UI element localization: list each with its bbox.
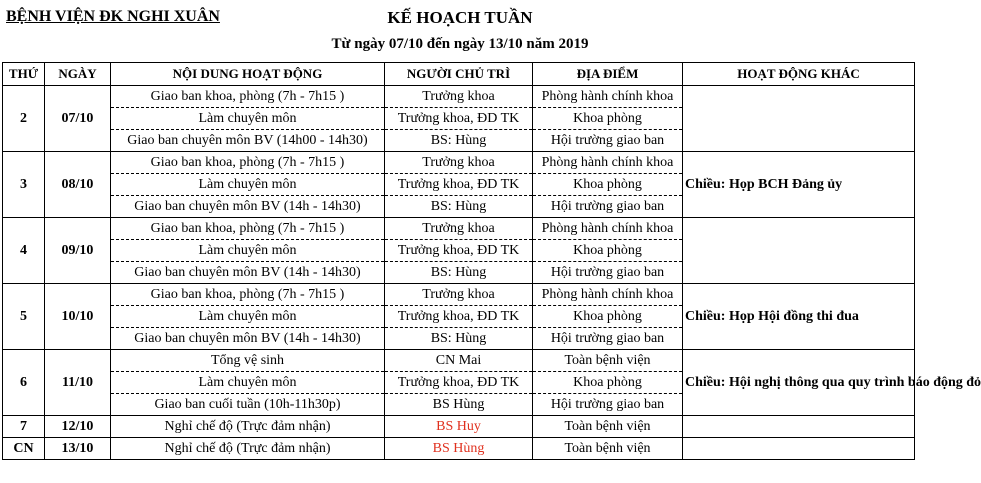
host-cell: Trưởng khoa	[385, 284, 533, 306]
table-row	[3, 152, 915, 174]
col-header-date: NGÀY	[45, 63, 111, 86]
place-cell: Phòng hành chính khoa	[533, 218, 683, 240]
place-cell: Toàn bệnh viện	[533, 350, 683, 372]
other-activity-cell	[683, 86, 915, 152]
activity-cell: Nghỉ chế độ (Trực đảm nhận)	[111, 416, 385, 438]
other-activity-cell: Chiều: Hội nghị thông qua quy trình báo động đỏ	[683, 350, 915, 416]
host-cell: BS: Hùng	[385, 196, 533, 218]
other-activity-cell	[683, 218, 915, 284]
place-cell: Khoa phòng	[533, 108, 683, 130]
host-cell: Trưởng khoa, ĐD TK	[385, 240, 533, 262]
host-cell: BS Huy	[385, 416, 533, 438]
table-row	[3, 350, 915, 372]
day-cell: 4	[3, 218, 45, 284]
activity-cell: Giao ban chuyên môn BV (14h - 14h30)	[111, 328, 385, 350]
place-cell: Hội trường giao ban	[533, 130, 683, 152]
host-cell: Trưởng khoa, ĐD TK	[385, 372, 533, 394]
activity-cell: Làm chuyên môn	[111, 240, 385, 262]
activity-cell: Giao ban chuyên môn BV (14h00 - 14h30)	[111, 130, 385, 152]
date-cell: 07/10	[45, 86, 111, 152]
host-cell: BS: Hùng	[385, 130, 533, 152]
other-activity-cell	[683, 416, 915, 438]
place-cell: Phòng hành chính khoa	[533, 86, 683, 108]
document-header	[0, 0, 916, 62]
host-cell: Trưởng khoa	[385, 218, 533, 240]
date-range: Từ ngày 07/10 đến ngày 13/10 năm 2019	[331, 36, 589, 52]
date-cell: 13/10	[45, 438, 111, 460]
activity-cell: Làm chuyên môn	[111, 108, 385, 130]
date-cell: 09/10	[45, 218, 111, 284]
col-header-place: ĐỊA ĐIỂM	[533, 63, 683, 86]
activity-cell: Làm chuyên môn	[111, 174, 385, 196]
hospital-name: BỆNH VIỆN ĐK NGHI XUÂN	[6, 8, 220, 25]
day-cell: 6	[3, 350, 45, 416]
activity-cell: Giao ban chuyên môn BV (14h - 14h30)	[111, 196, 385, 218]
host-cell: Trưởng khoa	[385, 86, 533, 108]
host-cell: CN Mai	[385, 350, 533, 372]
place-cell: Khoa phòng	[533, 240, 683, 262]
table-row	[3, 438, 915, 460]
host-cell: Trưởng khoa, ĐD TK	[385, 108, 533, 130]
other-activity-cell: Chiều: Họp BCH Đảng ủy	[683, 152, 915, 218]
place-cell: Toàn bệnh viện	[533, 416, 683, 438]
place-cell: Khoa phòng	[533, 306, 683, 328]
col-header-host: NGƯỜI CHỦ TRÌ	[385, 63, 533, 86]
other-activity-cell	[683, 438, 915, 460]
activity-cell: Nghỉ chế độ (Trực đảm nhận)	[111, 438, 385, 460]
other-activity-cell: Chiều: Họp Hội đồng thi đua	[683, 284, 915, 350]
col-header-day: THỨ	[3, 63, 45, 86]
day-cell: 2	[3, 86, 45, 152]
host-cell: BS Hùng	[385, 394, 533, 416]
host-cell: Trưởng khoa	[385, 152, 533, 174]
activity-cell: Giao ban chuyên môn BV (14h - 14h30)	[111, 262, 385, 284]
activity-cell: Làm chuyên môn	[111, 372, 385, 394]
table-row	[3, 416, 915, 438]
table-header-row	[3, 63, 915, 86]
place-cell: Phòng hành chính khoa	[533, 152, 683, 174]
page-title: KẾ HOẠCH TUẦN	[387, 8, 533, 27]
schedule-table	[2, 62, 981, 460]
date-cell: 08/10	[45, 152, 111, 218]
col-header-other: HOẠT ĐỘNG KHÁC	[683, 63, 915, 86]
place-cell: Khoa phòng	[533, 372, 683, 394]
day-cell: 7	[3, 416, 45, 438]
place-cell: Hội trường giao ban	[533, 328, 683, 350]
place-cell: Phòng hành chính khoa	[533, 284, 683, 306]
activity-cell: Giao ban cuối tuần (10h-11h30p)	[111, 394, 385, 416]
date-cell: 12/10	[45, 416, 111, 438]
table-row	[3, 284, 915, 306]
date-cell: 10/10	[45, 284, 111, 350]
activity-cell: Giao ban khoa, phòng (7h - 7h15 )	[111, 152, 385, 174]
activity-cell: Giao ban khoa, phòng (7h - 7h15 )	[111, 218, 385, 240]
activity-cell: Tổng vệ sinh	[111, 350, 385, 372]
place-cell: Hội trường giao ban	[533, 196, 683, 218]
activity-cell: Giao ban khoa, phòng (7h - 7h15 )	[111, 284, 385, 306]
place-cell: Khoa phòng	[533, 174, 683, 196]
activity-cell: Làm chuyên môn	[111, 306, 385, 328]
table-row	[3, 86, 915, 108]
place-cell: Toàn bệnh viện	[533, 438, 683, 460]
col-header-activity: NỘI DUNG HOẠT ĐỘNG	[111, 63, 385, 86]
day-cell: 3	[3, 152, 45, 218]
host-cell: Trưởng khoa, ĐD TK	[385, 306, 533, 328]
day-cell: 5	[3, 284, 45, 350]
day-cell: CN	[3, 438, 45, 460]
place-cell: Hội trường giao ban	[533, 262, 683, 284]
host-cell: Trưởng khoa, ĐD TK	[385, 174, 533, 196]
date-cell: 11/10	[45, 350, 111, 416]
table-row	[3, 218, 915, 240]
place-cell: Hội trường giao ban	[533, 394, 683, 416]
host-cell: BS Hùng	[385, 438, 533, 460]
host-cell: BS: Hùng	[385, 328, 533, 350]
host-cell: BS: Hùng	[385, 262, 533, 284]
activity-cell: Giao ban khoa, phòng (7h - 7h15 )	[111, 86, 385, 108]
